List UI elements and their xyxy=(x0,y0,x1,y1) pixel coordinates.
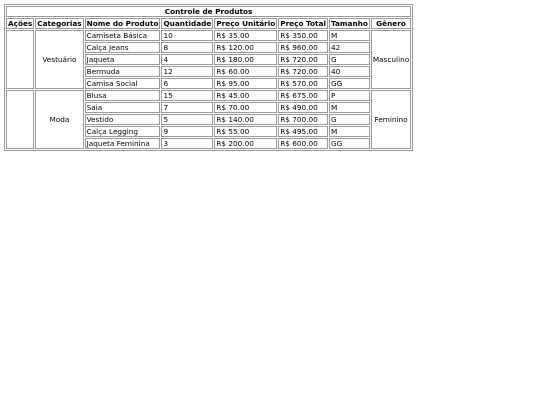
total-price-cell: R$ 600.00 xyxy=(278,138,328,149)
total-price-cell: R$ 490.00 xyxy=(278,102,328,113)
table-row xyxy=(6,90,411,101)
header-preco-total: Preço Total xyxy=(280,18,326,28)
product-name-cell: Camisa Social xyxy=(85,78,161,89)
size-cell: P xyxy=(329,90,370,101)
quantity-cell: 10 xyxy=(161,30,213,41)
size-cell: GG xyxy=(329,78,370,89)
product-name-cell: Jaqueta Feminina xyxy=(85,138,161,149)
actions-cell[interactable] xyxy=(6,30,34,89)
product-name-cell: Vestido xyxy=(85,114,161,125)
total-price-cell: R$ 960.00 xyxy=(278,42,328,53)
header-preco-unitario: Preço Unitário xyxy=(216,18,276,28)
size-cell: M xyxy=(329,126,370,137)
unit-price-cell: R$ 200.00 xyxy=(214,138,277,149)
gender-cell: Masculino xyxy=(371,30,411,89)
header-nome-produto: Nome do Produto xyxy=(86,18,159,28)
size-cell: G xyxy=(329,114,370,125)
product-name-cell: Blusa xyxy=(85,90,161,101)
total-price-cell: R$ 350.00 xyxy=(278,30,328,41)
product-name-cell: Camiseta Básica xyxy=(85,30,161,41)
quantity-cell: 3 xyxy=(161,138,213,149)
total-price-cell: R$ 675.00 xyxy=(278,90,328,101)
product-name-cell: Calça Jeans xyxy=(85,42,161,53)
unit-price-cell: R$ 60.00 xyxy=(214,66,277,77)
quantity-cell: 9 xyxy=(161,126,213,137)
header-row xyxy=(6,18,411,29)
quantity-cell: 5 xyxy=(161,114,213,125)
unit-price-cell: R$ 55.00 xyxy=(214,126,277,137)
total-price-cell: R$ 700.00 xyxy=(278,114,328,125)
actions-cell[interactable] xyxy=(6,90,34,149)
total-price-cell: R$ 495.00 xyxy=(278,126,328,137)
quantity-cell: 12 xyxy=(161,66,213,77)
table-row xyxy=(6,30,411,41)
quantity-cell: 6 xyxy=(161,78,213,89)
size-cell: G xyxy=(329,54,370,65)
unit-price-cell: R$ 45.00 xyxy=(214,90,277,101)
unit-price-cell: R$ 180.00 xyxy=(214,54,277,65)
unit-price-cell: R$ 95.00 xyxy=(214,78,277,89)
unit-price-cell: R$ 120.00 xyxy=(214,42,277,53)
title-row xyxy=(6,6,411,17)
product-name-cell: Saia xyxy=(85,102,161,113)
product-control-table xyxy=(4,4,413,151)
header-genero: Gênero xyxy=(371,18,411,29)
product-name-cell: Bermuda xyxy=(85,66,161,77)
header-tamanho: Tamanho xyxy=(330,18,368,28)
unit-price-cell: R$ 35.00 xyxy=(214,30,277,41)
size-cell: 40 xyxy=(329,66,370,77)
product-name-cell: Calça Legging xyxy=(85,126,161,137)
unit-price-cell: R$ 140.00 xyxy=(214,114,277,125)
total-price-cell: R$ 720.00 xyxy=(278,54,328,65)
size-cell: GG xyxy=(329,138,370,149)
product-name-cell: Jaqueta xyxy=(85,54,161,65)
total-price-cell: R$ 570.00 xyxy=(278,78,328,89)
unit-price-cell: R$ 70.00 xyxy=(214,102,277,113)
header-quantidade: Quantidade xyxy=(163,18,212,28)
table-title: Controle de Produtos xyxy=(6,6,411,17)
gender-cell: Feminino xyxy=(371,90,411,149)
size-cell: M xyxy=(329,102,370,113)
size-cell: M xyxy=(329,30,370,41)
category-cell: Moda xyxy=(35,90,83,149)
quantity-cell: 8 xyxy=(161,42,213,53)
quantity-cell: 15 xyxy=(161,90,213,101)
quantity-cell: 7 xyxy=(161,102,213,113)
table-body xyxy=(6,6,411,149)
category-cell: Vestuário xyxy=(35,30,83,89)
size-cell: 42 xyxy=(329,42,370,53)
total-price-cell: R$ 720.00 xyxy=(278,66,328,77)
header-categorias: Categorias xyxy=(37,18,82,28)
quantity-cell: 4 xyxy=(161,54,213,65)
header-acoes: Ações xyxy=(8,18,33,28)
